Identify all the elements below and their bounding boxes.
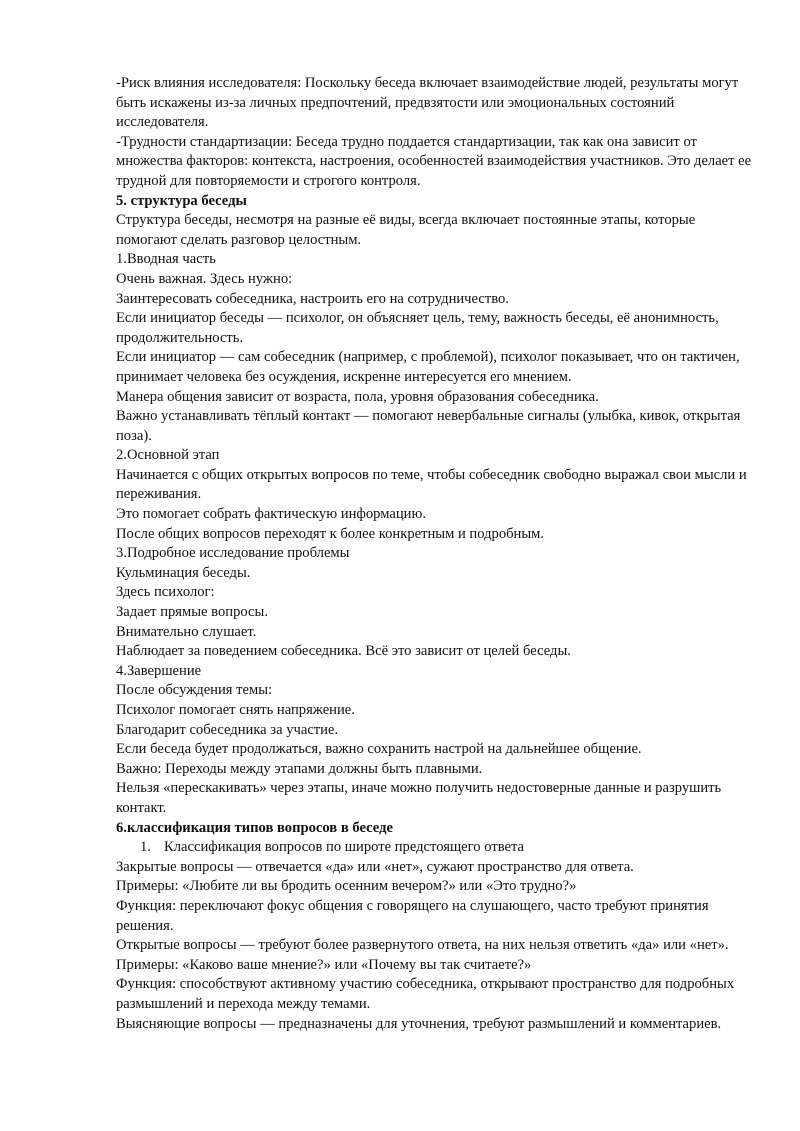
- paragraph: Внимательно слушает.: [116, 623, 257, 640]
- paragraph: Открытые вопросы — требуют более развернутого ответа, на них нельзя ответить «да» или «нет».: [116, 937, 729, 954]
- paragraph: Кульминация беседы.: [116, 564, 251, 581]
- paragraph: Это помогает собрать фактическую информацию.: [116, 506, 427, 523]
- paragraph: Важно устанавливать тёплый контакт — помогают невербальные сигналы (улыбка, кивок, открытая поза).: [116, 408, 741, 444]
- paragraph: Если беседа будет продолжаться, важно сохранить настрой на дальнейшее общение.: [116, 741, 642, 758]
- paragraph: Структура беседы, несмотря на разные её виды, всегда включает постоянные этапы, которые помогают сделать разговор целостным.: [116, 212, 696, 248]
- stage-title: 2.Основной этап: [116, 447, 220, 464]
- numbered-list-item: [116, 838, 756, 858]
- stage-title: 3.Подробное исследование проблемы: [116, 545, 350, 562]
- paragraph: Выясняющие вопросы — предназначены для уточнения, требуют размышлений и комментариев.: [116, 1015, 722, 1032]
- paragraph: Важно: Переходы между этапами должны быть плавными.: [116, 760, 483, 777]
- list-item-text: Классификация вопросов по широте предстоящего ответа: [164, 839, 525, 856]
- paragraph: Психолог помогает снять напряжение.: [116, 702, 355, 718]
- paragraph: Манера общения зависит от возраста, пола, уровня образования собеседника.: [116, 388, 599, 405]
- paragraph: Функция: переключают фокус общения с говорящего на слушающего, часто требуют принятия решения.: [116, 897, 709, 934]
- paragraph: Задает прямые вопросы.: [116, 604, 268, 621]
- paragraph: Наблюдает за поведением собеседника. Всё это зависит от целей беседы.: [116, 643, 571, 660]
- paragraph: Функция: способствуют активному участию собеседника, открывают пространство для подробных размышлений и перехода между темами.: [116, 976, 735, 1012]
- paragraph: Очень важная. Здесь нужно:: [116, 270, 293, 287]
- paragraph: Заинтересовать собеседника, настроить его на сотрудничество.: [116, 290, 509, 307]
- paragraph-standardization: -Трудности стандартизации: Беседа трудно поддается стандартизации, так как она зависит от множества факторов: контекста, настроения, особенностей взаимодействия участников. Это делает ее трудной для повторяемости и строгого контроля.: [116, 133, 752, 189]
- paragraph: После обсуждения темы:: [116, 682, 273, 699]
- stage-title: 1.Вводная часть: [116, 251, 216, 268]
- paragraph: Здесь психолог:: [116, 584, 215, 601]
- stage-title: 4.Завершение: [116, 662, 202, 679]
- section-heading-structure: 5. структура беседы: [116, 192, 247, 209]
- list-number: 1.: [140, 839, 151, 856]
- paragraph: Закрытые вопросы — отвечается «да» или «нет», сужают пространство для ответа.: [116, 858, 634, 875]
- paragraph: После общих вопросов переходят к более конкретным и подробным.: [116, 525, 545, 542]
- paragraph: Нельзя «перескакивать» через этапы, иначе можно получить недостоверные данные и разрушить контакт.: [116, 780, 722, 816]
- paragraph: Благодарит собеседника за участие.: [116, 721, 339, 738]
- document-body: [116, 74, 756, 1034]
- section-heading-questions: 6.классификация типов вопросов в беседе: [116, 819, 393, 836]
- paragraph: Если инициатор беседы — психолог, он объясняет цель, тему, важность беседы, её анонимность, продолжительность.: [116, 310, 719, 346]
- paragraph: Примеры: «Каково ваше мнение?» или «Почему вы так считаете?»: [116, 956, 532, 973]
- paragraph: Начинается с общих открытых вопросов по теме, чтобы собеседник свободно выражал свои мысли и переживания.: [116, 466, 747, 503]
- paragraph: Если инициатор — сам собеседник (например, с проблемой), психолог показывает, что он тактичен, принимает человека без осуждения, искренне интересуется его мнением.: [116, 349, 740, 385]
- paragraph: Примеры: «Любите ли вы бродить осенним вечером?» или «Это трудно?»: [116, 878, 577, 895]
- paragraph-risk: -Риск влияния исследователя: Поскольку беседа включает взаимодействие людей, результаты могут быть искажены из-за личных предпочтений, предвзятости или эмоциональных состояний исследователя.: [116, 75, 739, 131]
